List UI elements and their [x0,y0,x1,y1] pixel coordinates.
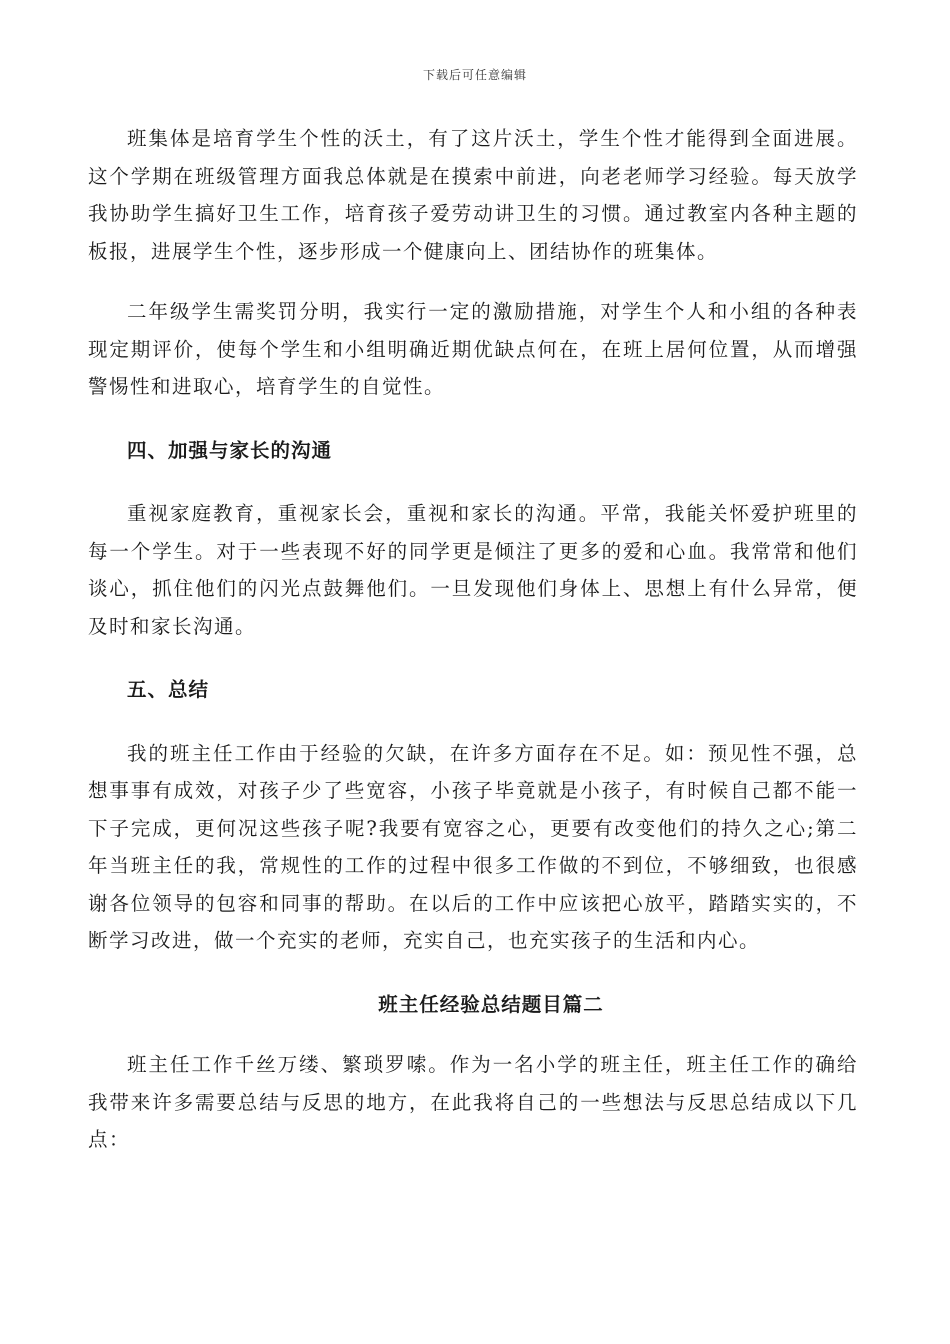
paragraph-class-collective: 班集体是培育学生个性的沃土，有了这片沃土，学生个性才能得到全面进展。这个学期在班级管理方面我总体就是在摸索中前进，向老老师学习经验。每天放学我协助学生搞好卫生工作，培育孩子爱劳动讲卫生的习惯。通过教室内各种主题的板报，进展学生个性，逐步形成一个健康向上、团结协作的班集体。 [88,127,858,263]
document-body [88,120,858,1159]
paragraph-part-two-intro: 班主任工作千丝万缕、繁琐罗嗦。作为一名小学的班主任，班主任工作的确给我带来许多需要总结与反思的地方，在此我将自己的一些想法与反思总结成以下几点： [88,1053,858,1151]
section-heading-parent-communication: 四、加强与家长的沟通 [127,438,333,462]
paragraph-rewards-penalties: 二年级学生需奖罚分明，我实行一定的激励措施，对学生个人和小组的各种表现定期评价，使每个学生和小组明确近期优缺点何在，在班上居何位置，从而增强警惕性和进取心，培育学生的自觉性。 [88,300,858,398]
article-title-part-two: 班主任经验总结题目篇二 [378,992,604,1016]
paragraph-summary: 我的班主任工作由于经验的欠缺，在许多方面存在不足。如：预见性不强，总想事事有成效，对孩子少了些宽容，小孩子毕竟就是小孩子，有时候自己都不能一下子完成，更何况这些孩子呢?我要有宽容之心，更要有改变他们的持久之心;第二年当班主任的我，常规性的工作的过程中很多工作做的不到位，不够细致，也很感谢各位领导的包容和同事的帮助。在以后的工作中应该把心放平，踏踏实实的，不断学习改进，做一个充实的老师，充实自己，也充实孩子的生活和内心。 [88,741,858,952]
header-note: 下载后可任意编辑 [422,68,527,82]
section-heading-summary: 五、总结 [127,678,210,701]
paragraph-family-education: 重视家庭教育，重视家长会，重视和家长的沟通。平常，我能关怀爱护班里的每一个学生。对于一些表现不好的同学更是倾注了更多的爱和心血。我常常和他们谈心，抓住他们的闪光点鼓舞他们。一旦发现他们身体上、思想上有什么异常，便及时和家长沟通。 [88,502,858,638]
